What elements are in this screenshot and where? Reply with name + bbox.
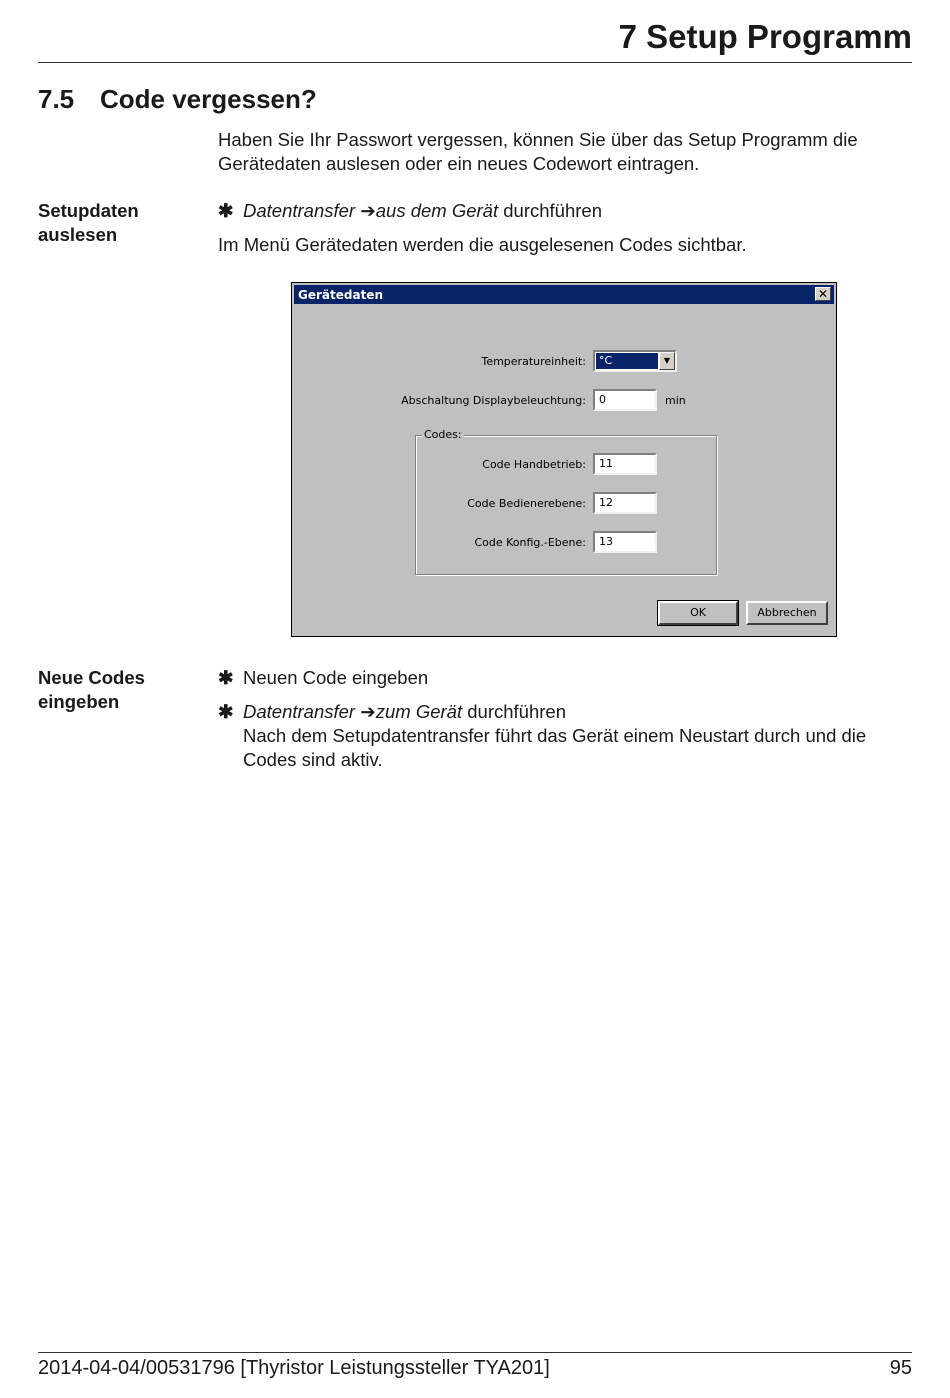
side-label-setupdaten: Setupdaten auslesen <box>38 200 139 245</box>
ok-button[interactable]: OK <box>658 601 738 625</box>
code-config-field[interactable]: 13 <box>593 531 657 553</box>
section-number: 7.5 <box>38 84 75 114</box>
footer-document-id: 2014-04-04/00531796 [Thyristor Leistungssteller TYA201] <box>38 1357 550 1379</box>
section-title: Code vergessen? <box>100 84 317 114</box>
bullet-marker: ✱ <box>218 701 234 722</box>
menu-path-b: zum Gerät <box>375 701 463 722</box>
display-off-field[interactable]: 0 <box>593 389 657 411</box>
temperature-unit-value: °C <box>596 353 658 369</box>
arrow-icon: ➔ <box>360 701 376 722</box>
header-rule <box>38 62 912 63</box>
code-hand-label: Code Handbetrieb: <box>482 458 586 471</box>
side-label-neue-codes: Neue Codes eingeben <box>38 667 145 712</box>
bullet-text <box>243 199 918 223</box>
cancel-button[interactable]: Abbrechen <box>746 601 828 625</box>
codes-visible-note: Im Menü Gerätedaten werden die ausgelesenen Codes sichtbar. <box>218 234 747 255</box>
bullet-text <box>243 700 918 724</box>
menu-path-b: aus dem Gerät <box>375 200 499 221</box>
close-button[interactable]: ✕ <box>815 287 831 301</box>
dialog-titlebar <box>294 285 834 304</box>
dialog-title: Gerätedaten <box>298 288 383 302</box>
geraetedaten-dialog <box>291 282 837 637</box>
step-rest: durchführen <box>498 200 602 221</box>
bullet-marker: ✱ <box>218 667 234 688</box>
restart-note: Nach dem Setupdatentransfer führt das Gerät einem Neustart durch und die Codes sind aktiv. <box>243 725 867 770</box>
arrow-icon: ➔ <box>360 200 376 221</box>
codes-group-label: Codes: <box>424 428 462 441</box>
bullet-datentransfer-to-device <box>218 700 918 772</box>
menu-path-a: Datentransfer <box>243 701 356 722</box>
chevron-down-icon[interactable]: ▼ <box>659 352 675 370</box>
code-operator-label: Code Bedienerebene: <box>467 497 586 510</box>
code-operator-field[interactable]: 12 <box>593 492 657 514</box>
footer-rule <box>38 1352 912 1353</box>
display-off-label: Abschaltung Displaybeleuchtung: <box>401 394 586 407</box>
chapter-title: 7 Setup Programm <box>618 18 912 55</box>
bullet-enter-new-code <box>218 666 918 690</box>
temperature-unit-label: Temperatureinheit: <box>481 355 586 368</box>
bullet-datentransfer-from-device <box>218 199 918 223</box>
section-heading <box>38 84 317 115</box>
code-hand-field[interactable]: 11 <box>593 453 657 475</box>
menu-path-a: Datentransfer <box>243 200 356 221</box>
bullet-marker: ✱ <box>218 200 234 221</box>
step-rest: durchführen <box>462 701 566 722</box>
temperature-unit-select[interactable] <box>593 350 677 372</box>
bullet-text: Neuen Code eingeben <box>243 667 429 688</box>
display-off-unit: min <box>665 394 686 407</box>
intro-paragraph: Haben Sie Ihr Passwort vergessen, können Sie über das Setup Programm die Gerätedaten auslesen oder ein neues Codewort eintragen. <box>218 129 858 174</box>
code-config-label: Code Konfig.-Ebene: <box>474 536 586 549</box>
page-number: 95 <box>889 1357 912 1379</box>
